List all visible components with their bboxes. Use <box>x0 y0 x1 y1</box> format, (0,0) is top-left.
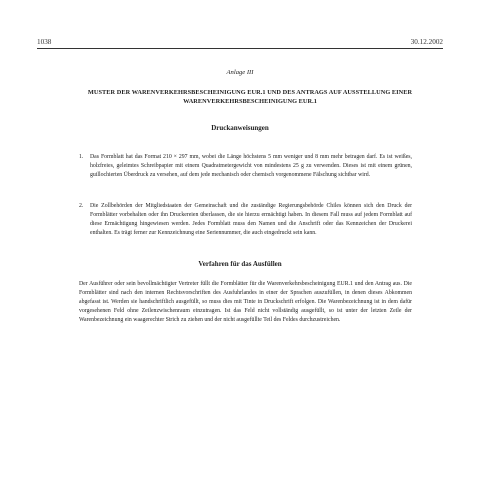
header-rule <box>37 48 443 49</box>
list-item-text: Das Formblatt hat das Format 210 × 297 mm, wobei die Länge höchstens 5 mm weniger und 8 mm mehr betragen darf. Es ist weißes, holzfreies, geleimtes Schreibpapier mit einem Quadratmetergewicht von mindestens 25 g zu verwenden. Dieses ist mit einem grünen, guillochierten Überdruck zu versehen, auf dem jede mechanisch oder chemisch vorgenommene Fälschung sichtbar wird. <box>90 154 412 179</box>
list-item <box>79 202 412 238</box>
section-heading-printing: Druckanweisungen <box>211 124 269 132</box>
list-item-number: 2. <box>79 203 84 209</box>
list-item <box>79 153 412 180</box>
annex-label: Anlage III <box>226 69 254 76</box>
page-number: 1038 <box>37 38 52 46</box>
document-title: MUSTER DER WARENVERKEHRSBESCHEINIGUNG EUR.1 UND DES ANTRAGS AUF AUSSTELLUNG EINER WARENVERKEHRSBESCHEINIGUNG EUR.1 <box>87 89 413 105</box>
header-date: 30.12.2002 <box>410 38 443 46</box>
list-item-number: 1. <box>79 154 84 160</box>
list-item-text: Die Zollbehörden der Mitgliedstaaten der Gemeinschaft und die zuständige Regierungsbehörde Chiles können sich den Druck der Formblätter vorbehalten oder ihn Druckereien überlassen, die sie hierzu ermächtigt haben. In diesem Fall muss auf jedem Formblatt auf diese Ermächtigung hingewiesen werden. Jedes Formblatt muss den Namen und die Anschrift oder das Kennzeichen der Druckerei enthalten. Es trägt ferner zur Kennzeichnung eine Seriennummer, die auch eingedruckt sein kann. <box>90 203 412 237</box>
section-heading-procedure: Verfahren für das Ausfüllen <box>198 260 282 268</box>
procedure-paragraph: Der Ausführer oder sein bevollmächtigter Vertreter füllt die Formblätter für die Warenverkehrsbescheinigung EUR.1 und den Antrag aus. Die Formblätter sind nach den internen Rechtsvorschriften des Ausfuhrlandes in einer der Sprachen auszufüllen, in denen dieses Abkommen abgefasst ist. Werden sie handschriftlich ausgefüllt, so muss dies mit Tinte in Druckschrift erfolgen. Die Warenbezeichnung ist in dem dafür vorgesehenen Feld ohne Zeilenzwischenraum einzutragen. Ist das Feld nicht vollständig ausgefüllt, so ist unter der letzten Zeile der Warenbezeichnung ein waagerechter Strich zu ziehen und der nicht ausgefüllte Teil des Feldes durchzustreichen. <box>79 281 412 323</box>
